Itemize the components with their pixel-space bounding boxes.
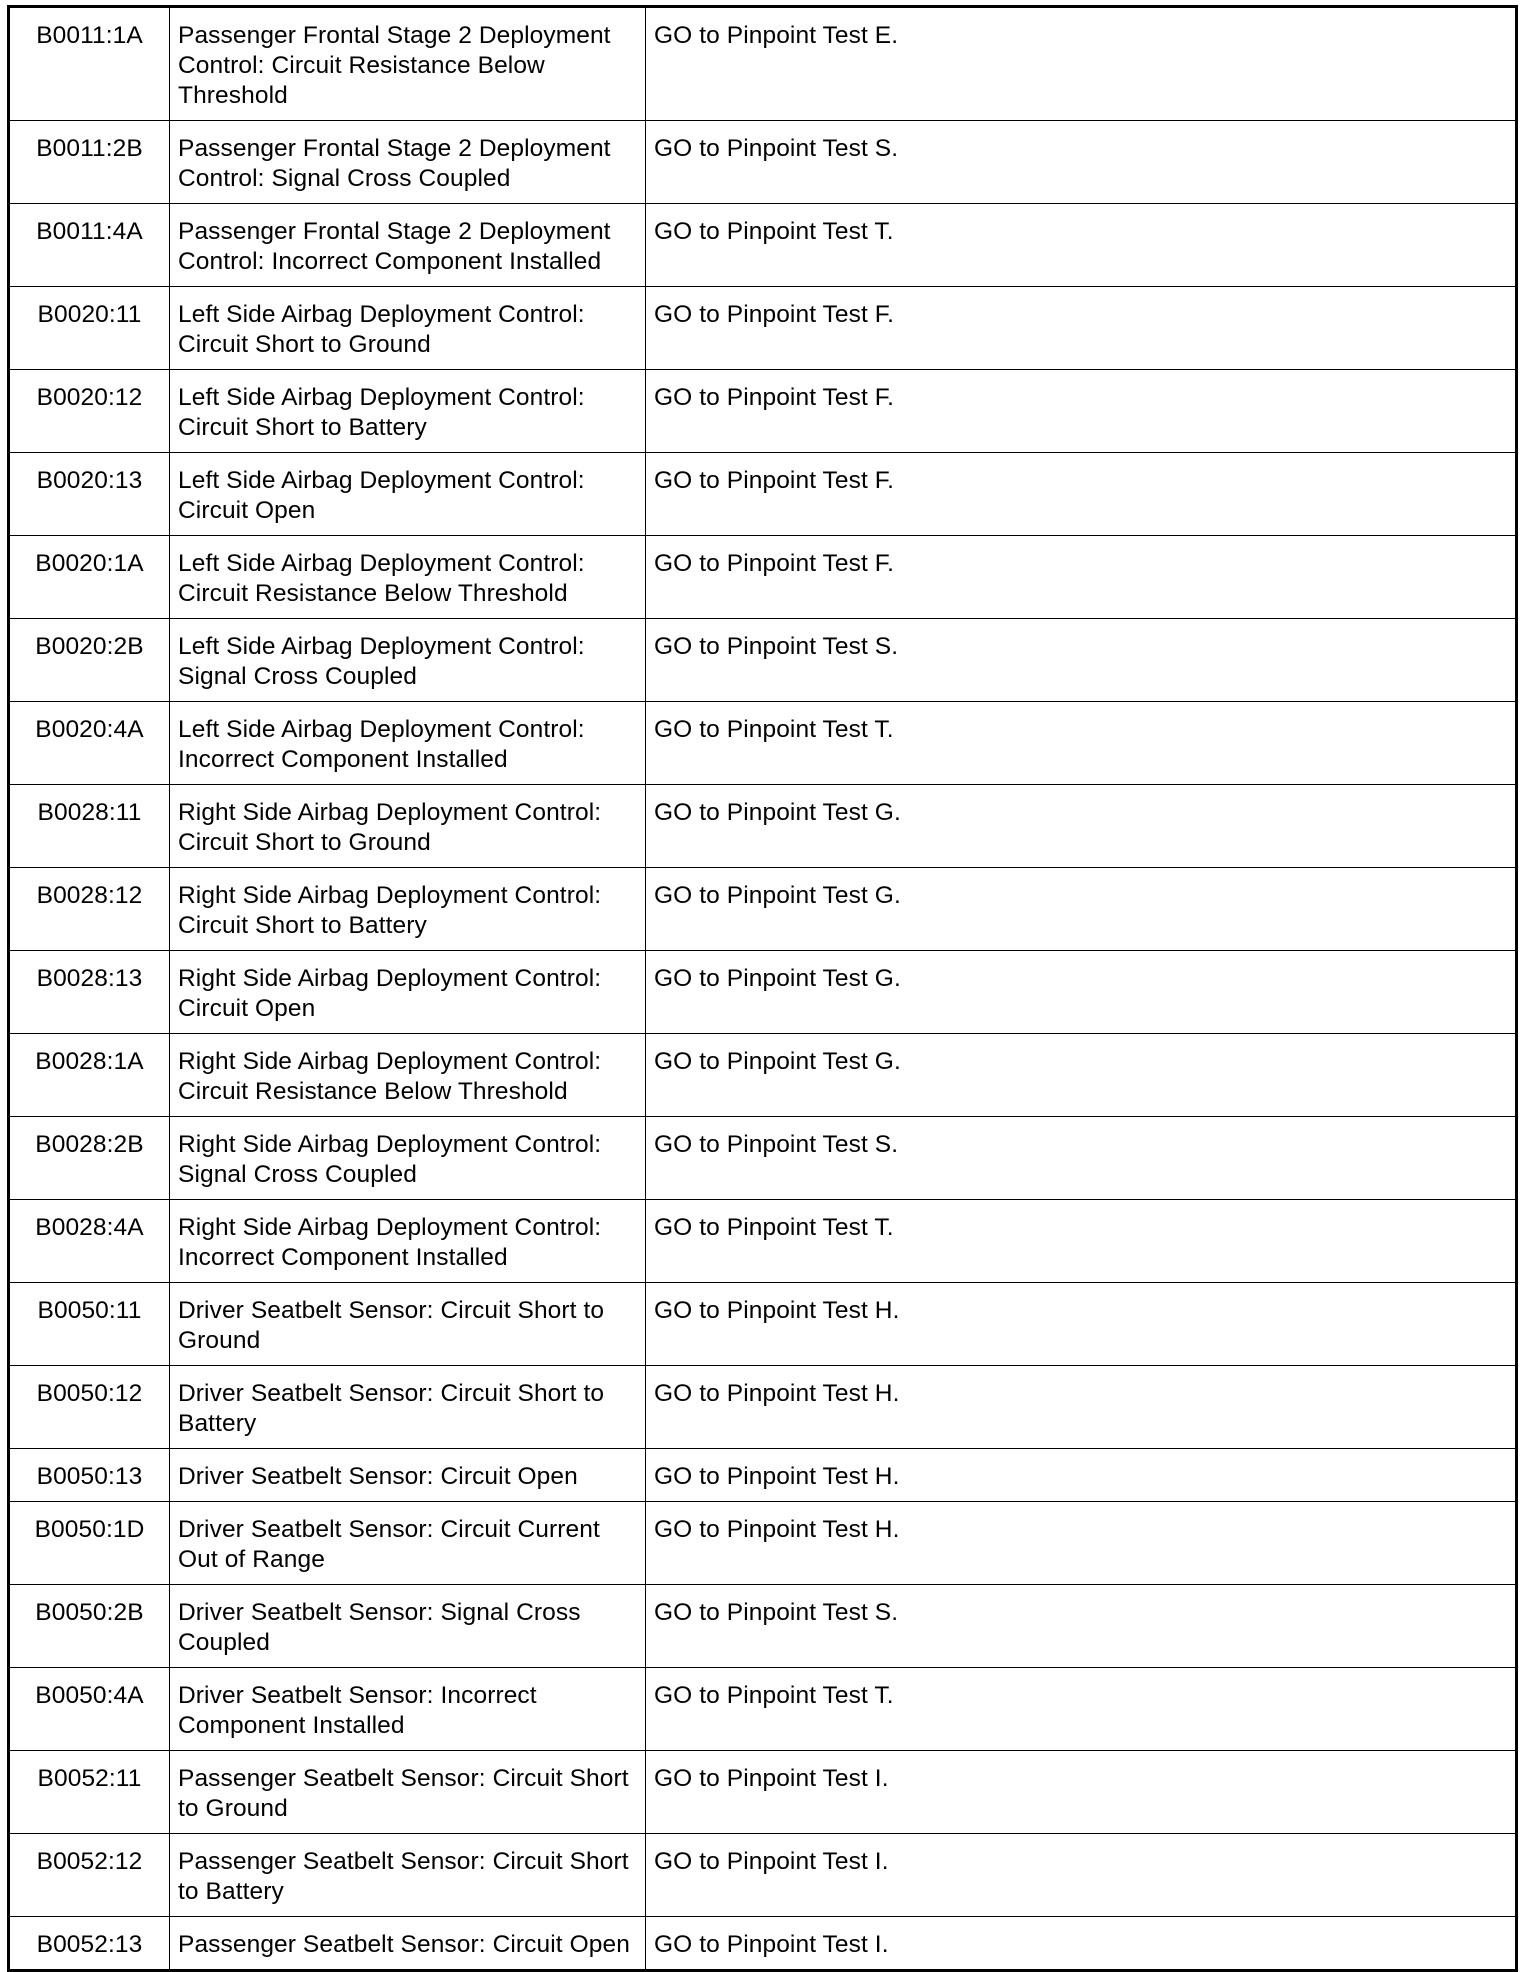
table-row [9,1502,1517,1585]
dtc-description-cell: Passenger Frontal Stage 2 Deployment Control: Signal Cross Coupled [170,121,646,204]
dtc-action-cell: GO to Pinpoint Test H. [646,1502,1517,1585]
dtc-action-cell: GO to Pinpoint Test S. [646,121,1517,204]
dtc-description-cell: Right Side Airbag Deployment Control: Circuit Short to Ground [170,785,646,868]
dtc-action-cell: GO to Pinpoint Test T. [646,1668,1517,1751]
table-row [9,1117,1517,1200]
dtc-code-cell: B0028:2B [9,1117,170,1200]
dtc-description-cell: Driver Seatbelt Sensor: Signal Cross Coupled [170,1585,646,1668]
dtc-code-cell: B0020:1A [9,536,170,619]
dtc-description-cell: Left Side Airbag Deployment Control: Circuit Open [170,453,646,536]
table-row [9,204,1517,287]
dtc-code-cell: B0028:13 [9,951,170,1034]
dtc-action-cell: GO to Pinpoint Test F. [646,536,1517,619]
dtc-document [7,5,1515,1972]
dtc-description-cell: Passenger Seatbelt Sensor: Circuit Short to Battery [170,1834,646,1917]
dtc-action-cell: GO to Pinpoint Test F. [646,287,1517,370]
dtc-code-cell: B0052:11 [9,1751,170,1834]
table-row [9,1917,1517,1971]
dtc-description-cell: Driver Seatbelt Sensor: Circuit Short to Ground [170,1283,646,1366]
table-row [9,785,1517,868]
dtc-description-cell: Right Side Airbag Deployment Control: Circuit Open [170,951,646,1034]
table-row [9,1585,1517,1668]
dtc-description-cell: Driver Seatbelt Sensor: Circuit Short to Battery [170,1366,646,1449]
dtc-description-cell: Right Side Airbag Deployment Control: Circuit Short to Battery [170,868,646,951]
dtc-code-cell: B0020:13 [9,453,170,536]
table-row [9,1668,1517,1751]
table-row [9,1449,1517,1502]
dtc-description-cell: Left Side Airbag Deployment Control: Circuit Resistance Below Threshold [170,536,646,619]
dtc-code-cell: B0050:1D [9,1502,170,1585]
dtc-code-cell: B0050:12 [9,1366,170,1449]
dtc-action-cell: GO to Pinpoint Test I. [646,1917,1517,1971]
table-row [9,370,1517,453]
table-row [9,868,1517,951]
dtc-table [7,5,1518,1972]
dtc-description-cell: Right Side Airbag Deployment Control: Incorrect Component Installed [170,1200,646,1283]
table-row [9,1751,1517,1834]
dtc-code-cell: B0028:12 [9,868,170,951]
dtc-action-cell: GO to Pinpoint Test H. [646,1283,1517,1366]
dtc-code-cell: B0028:4A [9,1200,170,1283]
dtc-code-cell: B0052:13 [9,1917,170,1971]
table-row [9,1366,1517,1449]
dtc-code-cell: B0020:12 [9,370,170,453]
dtc-code-cell: B0050:11 [9,1283,170,1366]
dtc-action-cell: GO to Pinpoint Test H. [646,1449,1517,1502]
dtc-description-cell: Left Side Airbag Deployment Control: Signal Cross Coupled [170,619,646,702]
table-row [9,121,1517,204]
dtc-code-cell: B0028:1A [9,1034,170,1117]
dtc-action-cell: GO to Pinpoint Test T. [646,1200,1517,1283]
dtc-action-cell: GO to Pinpoint Test T. [646,702,1517,785]
dtc-action-cell: GO to Pinpoint Test H. [646,1366,1517,1449]
dtc-code-cell: B0020:11 [9,287,170,370]
table-row [9,1283,1517,1366]
dtc-action-cell: GO to Pinpoint Test F. [646,453,1517,536]
table-row [9,1034,1517,1117]
dtc-description-cell: Passenger Frontal Stage 2 Deployment Control: Circuit Resistance Below Threshold [170,7,646,121]
dtc-description-cell: Passenger Seatbelt Sensor: Circuit Short to Ground [170,1751,646,1834]
table-row [9,453,1517,536]
dtc-action-cell: GO to Pinpoint Test S. [646,619,1517,702]
dtc-action-cell: GO to Pinpoint Test G. [646,868,1517,951]
dtc-action-cell: GO to Pinpoint Test F. [646,370,1517,453]
dtc-description-cell: Left Side Airbag Deployment Control: Circuit Short to Battery [170,370,646,453]
table-row [9,619,1517,702]
dtc-code-cell: B0011:4A [9,204,170,287]
dtc-description-cell: Right Side Airbag Deployment Control: Circuit Resistance Below Threshold [170,1034,646,1117]
dtc-code-cell: B0028:11 [9,785,170,868]
dtc-code-cell: B0011:1A [9,7,170,121]
dtc-action-cell: GO to Pinpoint Test G. [646,1034,1517,1117]
dtc-code-cell: B0020:4A [9,702,170,785]
dtc-description-cell: Driver Seatbelt Sensor: Circuit Open [170,1449,646,1502]
table-row [9,7,1517,121]
dtc-code-cell: B0011:2B [9,121,170,204]
dtc-description-cell: Driver Seatbelt Sensor: Circuit Current Out of Range [170,1502,646,1585]
dtc-action-cell: GO to Pinpoint Test T. [646,204,1517,287]
dtc-action-cell: GO to Pinpoint Test S. [646,1117,1517,1200]
table-row [9,536,1517,619]
dtc-action-cell: GO to Pinpoint Test S. [646,1585,1517,1668]
table-row [9,1200,1517,1283]
dtc-description-cell: Left Side Airbag Deployment Control: Incorrect Component Installed [170,702,646,785]
table-row [9,951,1517,1034]
dtc-code-cell: B0050:2B [9,1585,170,1668]
table-row [9,702,1517,785]
dtc-code-cell: B0050:13 [9,1449,170,1502]
table-row [9,287,1517,370]
dtc-description-cell: Right Side Airbag Deployment Control: Signal Cross Coupled [170,1117,646,1200]
dtc-action-cell: GO to Pinpoint Test E. [646,7,1517,121]
dtc-action-cell: GO to Pinpoint Test G. [646,951,1517,1034]
dtc-action-cell: GO to Pinpoint Test G. [646,785,1517,868]
dtc-code-cell: B0052:12 [9,1834,170,1917]
dtc-description-cell: Driver Seatbelt Sensor: Incorrect Component Installed [170,1668,646,1751]
dtc-description-cell: Passenger Frontal Stage 2 Deployment Control: Incorrect Component Installed [170,204,646,287]
dtc-code-cell: B0050:4A [9,1668,170,1751]
dtc-action-cell: GO to Pinpoint Test I. [646,1751,1517,1834]
dtc-code-cell: B0020:2B [9,619,170,702]
table-row [9,1834,1517,1917]
dtc-description-cell: Passenger Seatbelt Sensor: Circuit Open [170,1917,646,1971]
dtc-action-cell: GO to Pinpoint Test I. [646,1834,1517,1917]
dtc-description-cell: Left Side Airbag Deployment Control: Circuit Short to Ground [170,287,646,370]
